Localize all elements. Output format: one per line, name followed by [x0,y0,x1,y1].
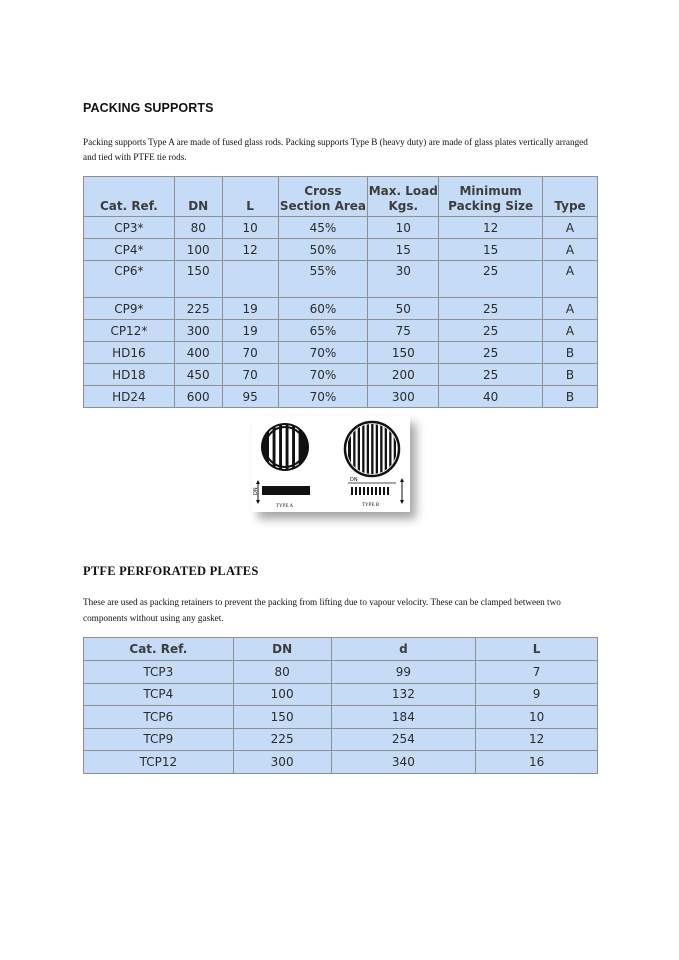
cell-area: 65% [278,320,368,342]
cell-max-load: 50 [368,298,439,320]
cell-dn: 150 [233,706,331,729]
cell-area: 50% [278,239,368,261]
cell-cat-ref: HD24 [84,386,175,408]
cell-cat-ref: TCP4 [84,683,234,706]
cell-l: 12 [222,239,278,261]
type-a-dn-label: DN [253,487,259,495]
cell-l: 10 [476,706,598,729]
cell-cat-ref: TCP6 [84,706,234,729]
cell-dn: 100 [174,239,222,261]
ptfe-plates-table [83,637,598,774]
table-row [84,217,598,239]
cell-area: 70% [278,364,368,386]
table-row [84,706,598,729]
cell-dn: 225 [233,728,331,751]
packing-supports-description: Packing supports Type A are made of fused glass rods. Packing supports Type B (heavy duty) are made of glass plates vertically arranged and tied with PTFE tie rods. [83,137,588,162]
cell-packing-size: 40 [439,386,543,408]
header-type: Type [543,177,598,217]
cell-d: 132 [331,683,476,706]
table-row [84,261,598,298]
cell-dn: 80 [233,661,331,684]
cell-dn: 150 [174,261,222,298]
header-dn: DN [233,638,331,661]
type-b-side-view [348,477,404,508]
type-a-side-view [253,480,310,509]
cell-l: 16 [476,751,598,774]
header-max-load: Max. Load Kgs. [368,177,439,217]
cell-type: B [543,342,598,364]
cell-max-load: 200 [368,364,439,386]
cell-type: A [543,298,598,320]
table-row [84,364,598,386]
cell-cat-ref: TCP12 [84,751,234,774]
table-row [84,342,598,364]
cell-cat-ref: HD16 [84,342,175,364]
table-header-row [84,638,598,661]
cell-type: A [543,261,598,298]
header-cross-section-area: Cross Section Area [278,177,368,217]
cell-l: 10 [222,217,278,239]
cell-max-load: 30 [368,261,439,298]
header-d: d [331,638,476,661]
cell-l: 9 [476,683,598,706]
cell-cat-ref: CP4* [84,239,175,261]
cell-cat-ref: CP3* [84,217,175,239]
cell-dn: 450 [174,364,222,386]
cell-d: 184 [331,706,476,729]
cell-l: 7 [476,661,598,684]
cell-packing-size: 25 [439,261,543,298]
type-a-plate-icon [261,423,309,471]
cell-max-load: 75 [368,320,439,342]
header-l: L [476,638,598,661]
cell-type: A [543,320,598,342]
table-header-row [84,177,598,217]
cell-area: 70% [278,386,368,408]
table-row [84,661,598,684]
cell-dn: 400 [174,342,222,364]
cell-dn: 225 [174,298,222,320]
table-row [84,298,598,320]
cell-dn: 300 [174,320,222,342]
cell-dn: 80 [174,217,222,239]
cell-l: 95 [222,386,278,408]
ptfe-plates-description: These are used as packing retainers to prevent the packing from lifting due to vapour velocity. These can be clamped between two components without using any gasket. [83,597,561,623]
cell-l: 70 [222,364,278,386]
header-dn: DN [174,177,222,217]
table-row [84,728,598,751]
table-row [84,751,598,774]
header-cat-ref: Cat. Ref. [84,177,175,217]
cell-packing-size: 25 [439,298,543,320]
cell-d: 99 [331,661,476,684]
cell-cat-ref: HD18 [84,364,175,386]
cell-packing-size: 12 [439,217,543,239]
table-row [84,239,598,261]
cell-cat-ref: TCP3 [84,661,234,684]
type-b-dn-label: DN [350,477,358,483]
cell-type: B [543,386,598,408]
cell-dn: 600 [174,386,222,408]
packing-support-drawing [252,416,410,512]
packing-supports-table [83,176,598,408]
cell-cat-ref: CP6* [84,261,175,298]
header-l: L [222,177,278,217]
cell-dn: 100 [233,683,331,706]
cell-cat-ref: CP9* [84,298,175,320]
cell-area: 70% [278,342,368,364]
cell-area: 60% [278,298,368,320]
cell-max-load: 150 [368,342,439,364]
cell-l: 19 [222,320,278,342]
cell-max-load: 15 [368,239,439,261]
cell-l [222,261,278,298]
cell-area: 45% [278,217,368,239]
header-cat-ref: Cat. Ref. [84,638,234,661]
packing-support-figure [252,416,410,512]
cell-l: 70 [222,342,278,364]
header-min-packing-size: Minimum Packing Size [439,177,543,217]
table-row [84,683,598,706]
table-row [84,320,598,342]
type-b-label: TYPE B [362,503,380,508]
cell-packing-size: 15 [439,239,543,261]
cell-type: B [543,364,598,386]
section-title-packing-supports: PACKING SUPPORTS [83,101,214,115]
cell-l: 12 [476,728,598,751]
table-row [84,386,598,408]
cell-type: A [543,239,598,261]
cell-cat-ref: CP12* [84,320,175,342]
cell-area: 55% [278,261,368,298]
cell-dn: 300 [233,751,331,774]
cell-packing-size: 25 [439,364,543,386]
type-a-label: TYPE A [276,504,294,509]
cell-max-load: 10 [368,217,439,239]
cell-packing-size: 25 [439,320,543,342]
cell-packing-size: 25 [439,342,543,364]
cell-l: 19 [222,298,278,320]
cell-cat-ref: TCP9 [84,728,234,751]
cell-max-load: 300 [368,386,439,408]
cell-d: 254 [331,728,476,751]
section-title-ptfe-plates: PTFE PERFORATED PLATES [83,564,259,578]
type-b-plate-icon [345,422,399,476]
cell-type: A [543,217,598,239]
cell-d: 340 [331,751,476,774]
